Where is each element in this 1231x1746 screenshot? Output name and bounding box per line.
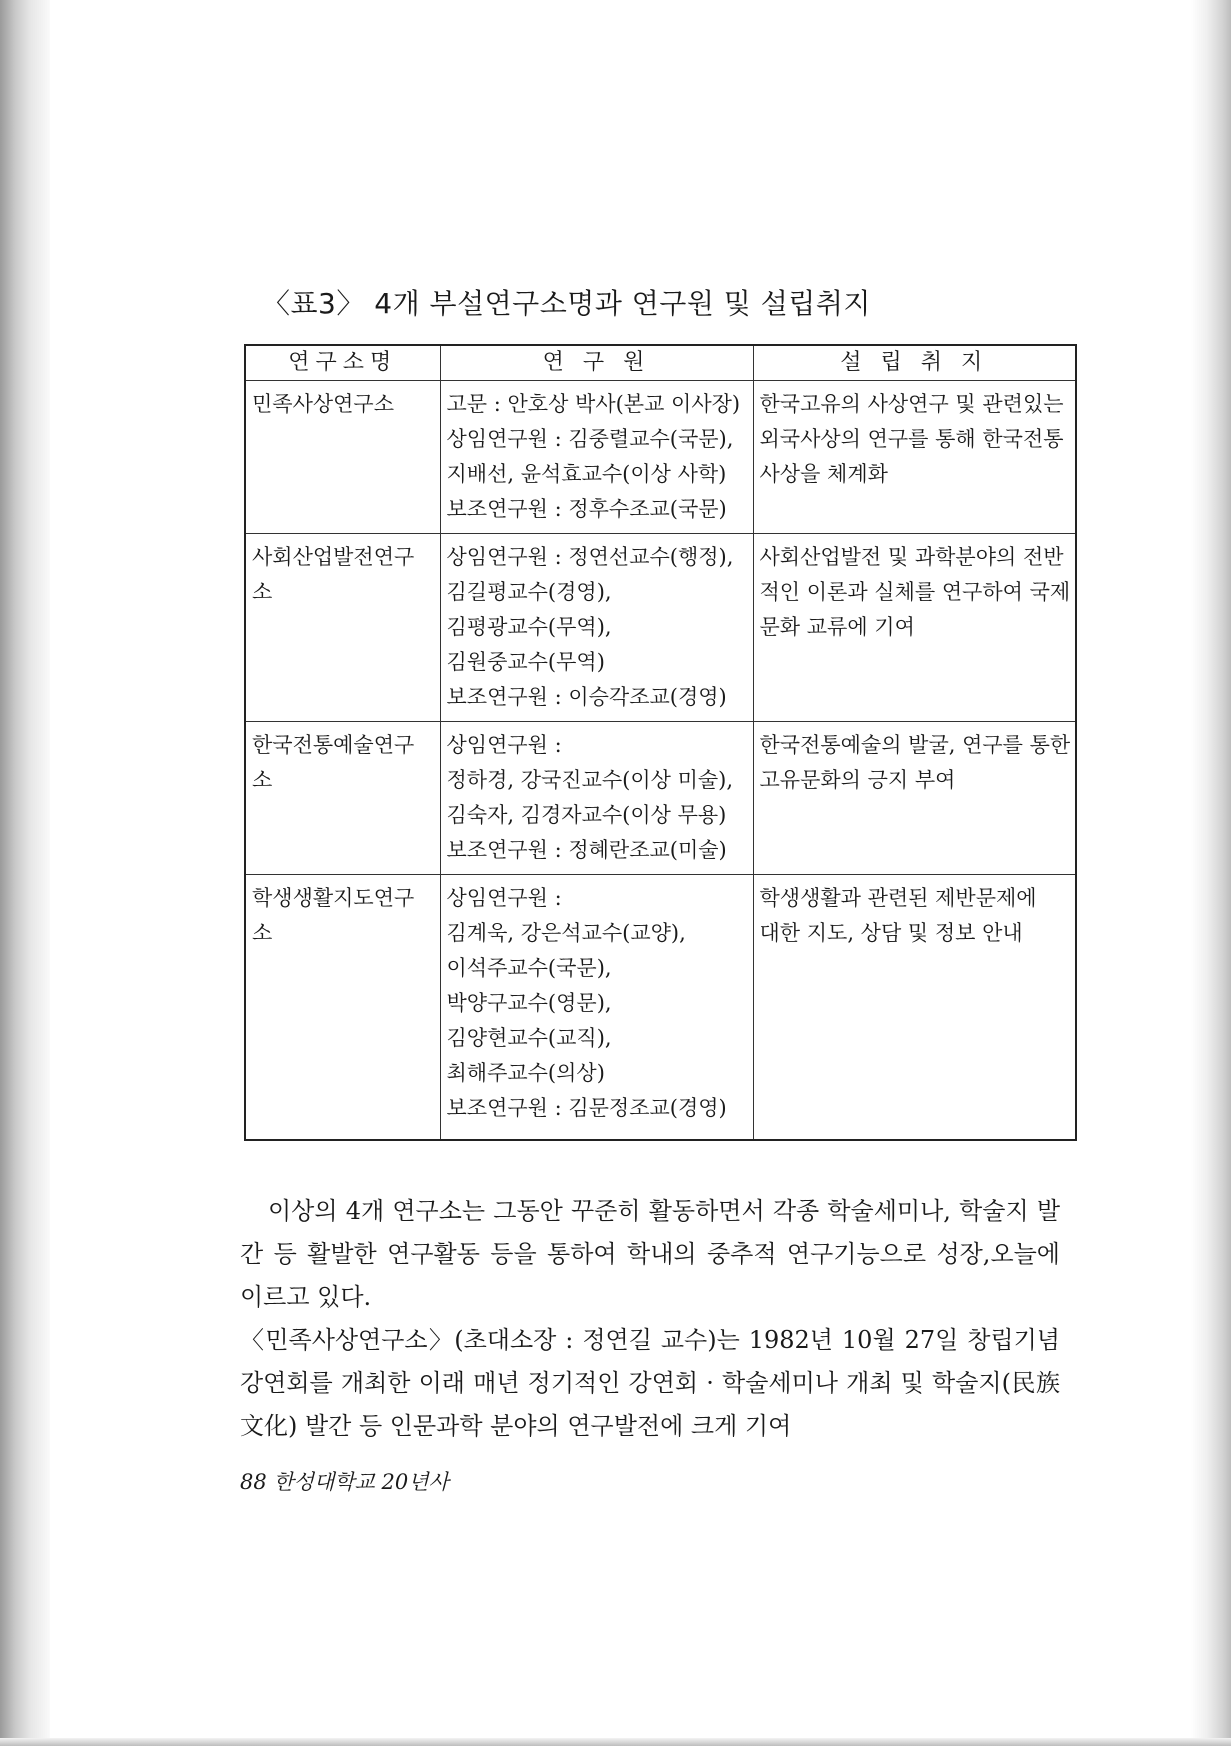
table-row	[245, 875, 1076, 1140]
purpose-line: 적인 이론과 실체를 연구하여 국제	[759, 580, 1071, 604]
paragraph: 〈민족사상연구소〉(초대소장 : 정연길 교수)는 1982년 10월 27일 창립기념강연회를 개최한 이래 매년 정기적인 강연회 · 학술세미나 개최 및 학술지(民族文化) 발간 등 인문과학 분야의 연구발전에 크게 기여	[240, 1326, 1060, 1440]
purpose-line: 대한 지도, 상담 및 정보 안내	[759, 921, 1023, 945]
member-line: 김길평교수(경영),	[446, 580, 612, 604]
paragraph: 이상의 4개 연구소는 그동안 꾸준히 활동하면서 각종 학술세미나, 학술지 발간 등 활발한 연구활동 등을 통하여 학내의 중추적 연구기능으로 성장,오늘에 이르고 있다.	[240, 1197, 1060, 1311]
institute-name: 한국전통예술연구소	[245, 722, 440, 875]
member-line: 고문 : 안호상 박사(본교 이사장)	[446, 392, 741, 416]
page-edge-bottom	[0, 1738, 1231, 1746]
page-edge-right	[1191, 0, 1231, 1746]
institute-members	[440, 875, 753, 1140]
member-line: 김양현교수(교직),	[446, 1026, 612, 1050]
institute-purpose	[753, 875, 1076, 1140]
purpose-line: 한국전통예술의 발굴, 연구를 통한	[759, 733, 1071, 757]
institute-purpose	[753, 722, 1076, 875]
member-line: 김숙자, 김경자교수(이상 무용)	[446, 803, 727, 827]
institute-name: 사회산업발전연구소	[245, 534, 440, 722]
header-members: 연 구 원	[440, 345, 753, 381]
purpose-line: 사상을 체계화	[759, 462, 888, 486]
table-row	[245, 722, 1076, 875]
institute-name: 민족사상연구소	[245, 381, 440, 534]
table-row	[245, 381, 1076, 534]
member-line: 보조연구원 : 정혜란조교(미술)	[446, 838, 727, 862]
member-line: 상임연구원 :	[446, 733, 562, 757]
header-purpose: 설 립 취 지	[753, 345, 1076, 381]
member-line: 김원중교수(무역)	[446, 650, 605, 674]
purpose-line: 한국고유의 사상연구 및 관련있는	[759, 392, 1064, 416]
member-line: 이석주교수(국문),	[446, 956, 612, 980]
purpose-line: 고유문화의 긍지 부여	[759, 768, 956, 792]
member-line: 김계욱, 강은석교수(교양),	[446, 921, 686, 945]
purpose-line: 문화 교류에 기여	[759, 615, 915, 639]
institute-name: 학생생활지도연구소	[245, 875, 440, 1140]
institute-purpose	[753, 381, 1076, 534]
table-row	[245, 534, 1076, 722]
institute-purpose	[753, 534, 1076, 722]
table-header-row	[245, 345, 1076, 381]
header-institute-name: 연구소명	[245, 345, 440, 381]
member-line: 상임연구원 :	[446, 886, 562, 910]
member-line: 상임연구원 : 김중렬교수(국문),	[446, 427, 734, 451]
member-line: 보조연구원 : 김문정조교(경영)	[446, 1096, 727, 1120]
member-line: 보조연구원 : 정후수조교(국문)	[446, 497, 727, 521]
table-title: 〈표3〉 4개 부설연구소명과 연구원 및 설립취지	[262, 287, 871, 320]
research-institute-table	[244, 344, 1077, 1141]
page-footer: 88 한성대학교 20년사	[240, 1470, 449, 1494]
member-line: 김평광교수(무역),	[446, 615, 612, 639]
purpose-line: 사회산업발전 및 과학분야의 전반	[759, 545, 1064, 569]
page-edge-left	[0, 0, 50, 1746]
member-line: 박양구교수(영문),	[446, 991, 612, 1015]
purpose-line: 외국사상의 연구를 통해 한국전통	[759, 427, 1064, 451]
member-line: 상임연구원 : 정연선교수(행정),	[446, 545, 734, 569]
body-text	[240, 1190, 1060, 1448]
institute-members	[440, 534, 753, 722]
member-line: 정하경, 강국진교수(이상 미술),	[446, 768, 734, 792]
member-line: 보조연구원 : 이승각조교(경영)	[446, 685, 727, 709]
institute-members	[440, 381, 753, 534]
purpose-line: 학생생활과 관련된 제반문제에	[759, 886, 1037, 910]
institute-members	[440, 722, 753, 875]
member-line: 최해주교수(의상)	[446, 1061, 605, 1085]
member-line: 지배선, 윤석효교수(이상 사학)	[446, 462, 727, 486]
